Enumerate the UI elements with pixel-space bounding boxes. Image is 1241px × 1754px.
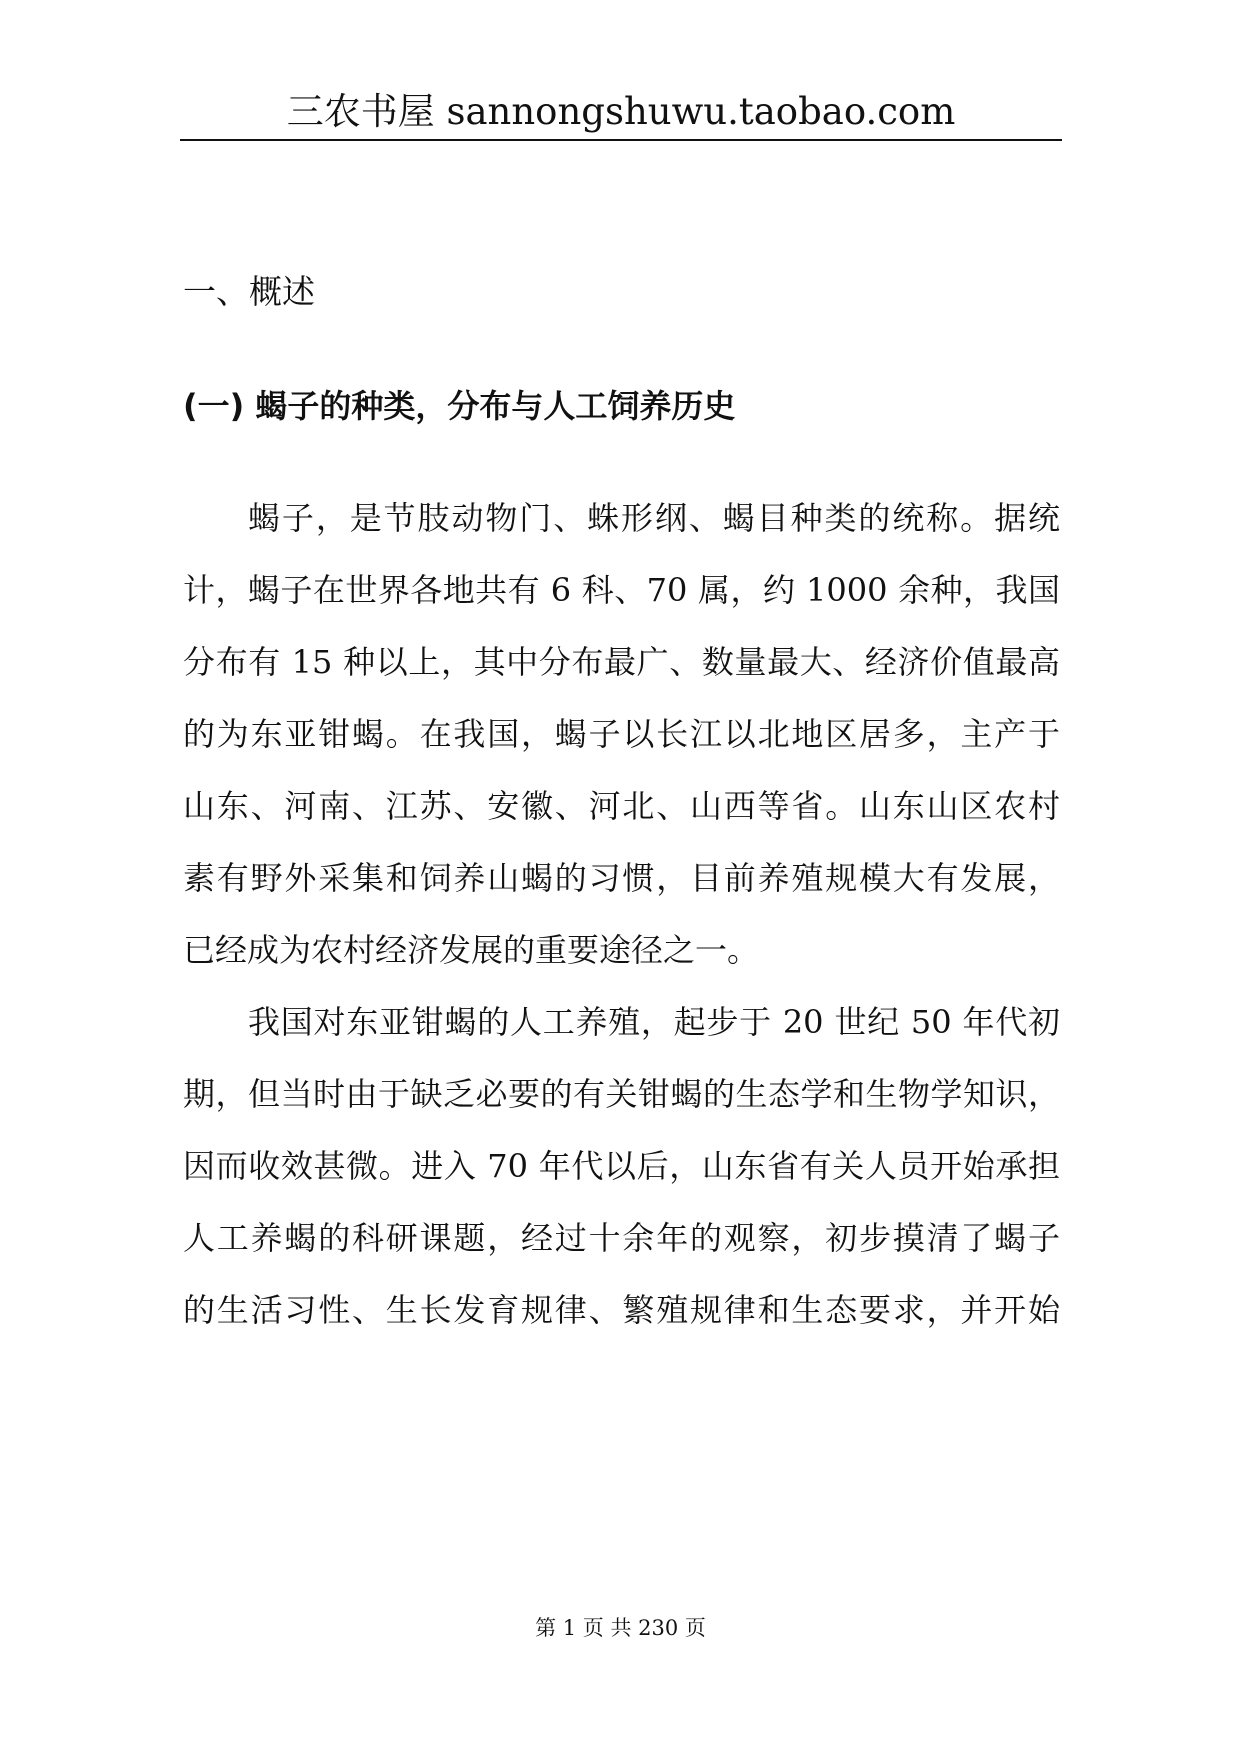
paragraph-line: 的为东亚钳蝎。在我国，蝎子以长江以北地区居多，主产于 [183,715,1060,753]
paragraph-line: 蝎子，是节肢动物门、蛛形纲、蝎目种类的统称。据统 [248,499,1060,537]
section-heading: 一、概述 [183,272,315,311]
subsection-heading: (一) 蝎子的种类，分布与人工饲养历史 [183,387,736,425]
paragraph-line: 素有野外采集和饲养山蝎的习惯，目前养殖规模大有发展， [183,859,1060,897]
paragraph-line: 的生活习性、生长发育规律、繁殖规律和生态要求，并开始 [183,1291,1060,1329]
paragraph-line: 分布有 15 种以上，其中分布最广、数量最大、经济价值最高 [183,643,1060,681]
paragraph-line: 因而收效甚微。进入 70 年代以后，山东省有关人员开始承担 [183,1147,1060,1185]
page-footer: 第 1 页 共 230 页 [535,1616,706,1640]
paragraph-line: 期，但当时由于缺乏必要的有关钳蝎的生态学和生物学知识， [183,1075,1060,1113]
page-header: 三农书屋 sannongshuwu.taobao.com [286,90,956,133]
paragraph-line: 我国对东亚钳蝎的人工养殖，起步于 20 世纪 50 年代初 [248,1003,1060,1041]
paragraph-line: 计，蝎子在世界各地共有 6 科、70 属，约 1000 余种，我国 [183,571,1060,609]
paragraph-line: 山东、河南、江苏、安徽、河北、山西等省。山东山区农村 [183,787,1060,825]
paragraph-line: 人工养蝎的科研课题，经过十余年的观察，初步摸清了蝎子 [183,1219,1060,1257]
paragraph-line: 已经成为农村经济发展的重要途径之一。 [183,931,760,969]
header-rule [180,139,1062,141]
